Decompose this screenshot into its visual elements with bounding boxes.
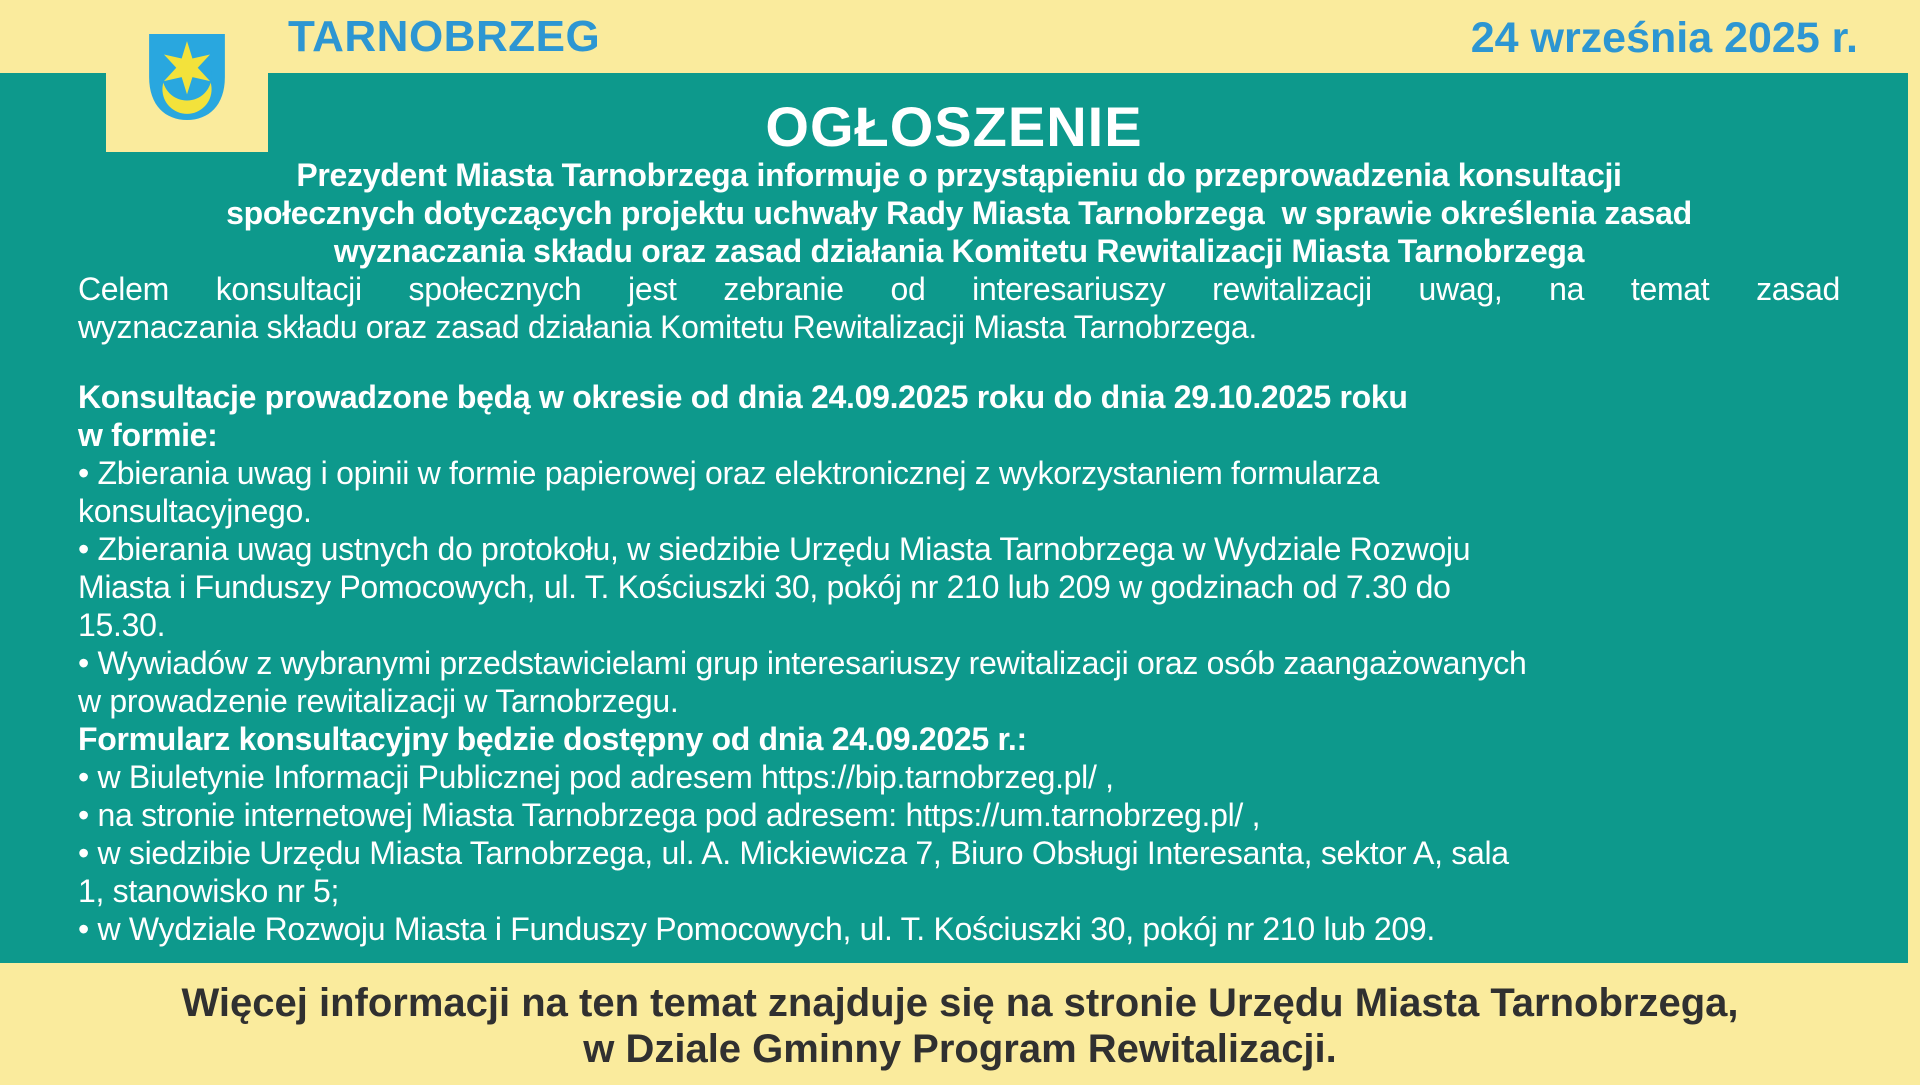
announcement-line: konsultacyjnego. bbox=[78, 493, 312, 529]
announcement-intro-line: Prezydent Miasta Tarnobrzega informuje o przystąpieniu do przeprowadzenia konsultacji bbox=[296, 157, 1622, 193]
announcement-line: Miasta i Funduszy Pomocowych, ul. T. Kościuszki 30, pokój nr 210 lub 209 w godzinach od 7.30 do bbox=[78, 569, 1451, 605]
footer-line: w Dziale Gminny Program Rewitalizacji. bbox=[583, 1027, 1337, 1071]
header-date: 24 września 2025 r. bbox=[1470, 14, 1858, 62]
announcement-paragraph-line: Celem konsultacji społecznych jest zebranie od interesariuszy rewitalizacji uwag, na temat zasad bbox=[78, 271, 1840, 307]
announcement-line: • na stronie internetowej Miasta Tarnobrzega pod adresem: https://um.tarnobrzeg.pl/ , bbox=[78, 797, 1261, 833]
spacer bbox=[78, 346, 1840, 378]
announcement-paragraph-line: wyznaczania składu oraz zasad działania Komitetu Rewitalizacji Miasta Tarnobrzega. bbox=[78, 309, 1257, 345]
announcement-line: Konsultacje prowadzone będą w okresie od dnia 24.09.2025 roku do dnia 29.10.2025 roku bbox=[78, 379, 1408, 415]
announcement-line: 1, stanowisko nr 5; bbox=[78, 873, 340, 909]
announcement-line: • w siedzibie Urzędu Miasta Tarnobrzega, ul. A. Mickiewicza 7, Biuro Obsługi Interesanta, sektor A, sala bbox=[78, 835, 1509, 871]
announcement-body bbox=[78, 156, 1840, 948]
announcement-line: Formularz konsultacyjny będzie dostępny od dnia 24.09.2025 r.: bbox=[78, 721, 1027, 757]
announcement-line: • Zbierania uwag ustnych do protokołu, w siedzibie Urzędu Miasta Tarnobrzega w Wydziale Rozwoju bbox=[78, 531, 1471, 567]
announcement-line: 15.30. bbox=[78, 607, 166, 643]
announcement-title: OGŁOSZENIE bbox=[765, 95, 1143, 158]
announcement-line: • w Wydziale Rozwoju Miasta i Funduszy Pomocowych, ul. T. Kościuszki 30, pokój nr 210 lub 209. bbox=[78, 911, 1435, 947]
announcement-line: • Wywiadów z wybranymi przedstawicielami grup interesariuszy rewitalizacji oraz osób zaangażowanych bbox=[78, 645, 1527, 681]
city-name: TARNOBRZEG bbox=[288, 12, 601, 61]
announcement-intro-line: wyznaczania składu oraz zasad działania Komitetu Rewitalizacji Miasta Tarnobrzega bbox=[333, 233, 1585, 269]
announcement-line: w prowadzenie rewitalizacji w Tarnobrzegu. bbox=[78, 683, 679, 719]
announcement-line: • Zbierania uwag i opinii w formie papierowej oraz elektronicznej z wykorzystaniem formularza bbox=[78, 455, 1380, 491]
announcement-intro-line: społecznych dotyczących projektu uchwały Rady Miasta Tarnobrzega w sprawie określenia zasad bbox=[226, 195, 1692, 231]
announcement-line: • w Biuletynie Informacji Publicznej pod adresem https://bip.tarnobrzeg.pl/ , bbox=[78, 759, 1114, 795]
announcement-line: w formie: bbox=[78, 417, 218, 453]
footer-line: Więcej informacji na ten temat znajduje się na stronie Urzędu Miasta Tarnobrzega, bbox=[181, 981, 1739, 1025]
footer-text bbox=[0, 980, 1920, 1072]
